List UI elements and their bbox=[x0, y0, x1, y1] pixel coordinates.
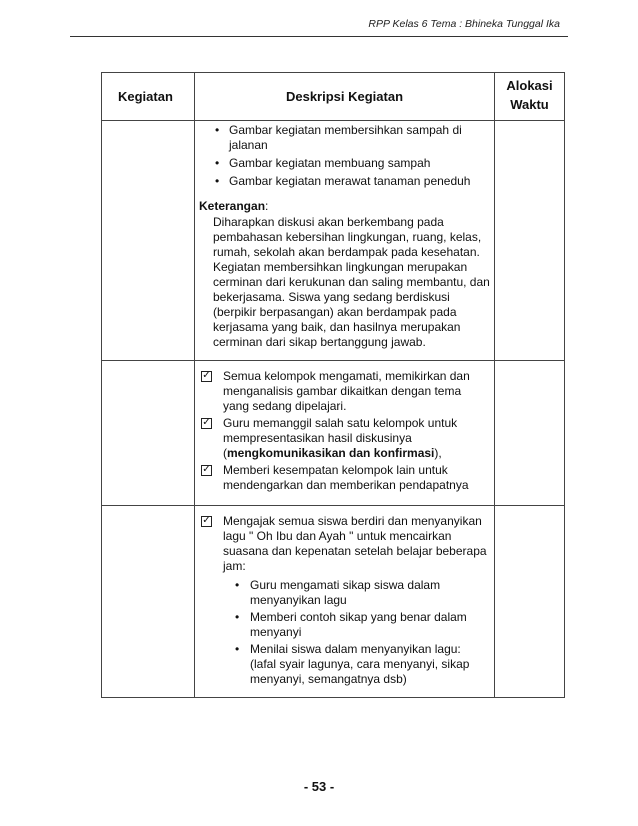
header-alokasi-line2: Waktu bbox=[510, 97, 549, 112]
deskripsi-cell bbox=[195, 361, 495, 506]
table-row bbox=[102, 361, 565, 506]
table-row bbox=[102, 506, 565, 698]
checklist-item: ✓ Mengajak semua siswa berdiri dan menyanyikan lagu " Oh Ibu dan Ayah " untuk mencairkan suasana dan kepenatan setelah belajar beberapa jam: • Guru mengamati sikap siswa dalam menyanyikan lagu • Memberi contoh sikap yang benar dalam menyanyi • Menilai siswa dalam menyanyikan lagu: (lafal syair lagunya, cara menyanyi, sikap menyanyi, semangatnya dsb) bbox=[199, 514, 490, 687]
picture-list bbox=[199, 123, 490, 189]
list-item: • Gambar kegiatan membuang sampah bbox=[199, 156, 490, 171]
checkbox-checked-icon: ✓ bbox=[202, 515, 211, 526]
list-item: • Gambar kegiatan membersihkan sampah di jalanan bbox=[199, 123, 490, 153]
list-item: • Guru mengamati sikap siswa dalam menyanyikan lagu bbox=[223, 578, 490, 608]
header-alokasi-line1: Alokasi bbox=[506, 78, 553, 93]
checklist-item: ✓ Semua kelompok mengamati, memikirkan dan menganalisis gambar dikaitkan dengan tema yang sedang dipelajari. bbox=[202, 369, 470, 413]
header-rule bbox=[70, 36, 568, 37]
list-item: • Menilai siswa dalam menyanyikan lagu: (lafal syair lagunya, cara menyanyi, sikap menyanyi, semangatnya dsb) bbox=[223, 642, 490, 687]
keterangan-label: Keterangan: bbox=[199, 199, 269, 213]
alokasi-cell bbox=[495, 361, 565, 506]
checklist-item: ✓ Guru memanggil salah satu kelompok untuk mempresentasikan hasil diskusinya (mengkomunikasikan dan konfirmasi), bbox=[202, 416, 458, 460]
lesson-activity-table bbox=[101, 72, 565, 698]
list-item: • Memberi contoh sikap yang benar dalam menyanyi bbox=[223, 610, 490, 640]
running-header: RPP Kelas 6 Tema : Bhineka Tunggal Ika bbox=[368, 18, 560, 30]
checklist-item: ✓ Memberi kesempatan kelompok lain untuk mendengarkan dan memberikan pendapatnya bbox=[202, 463, 469, 492]
header-kegiatan: Kegiatan bbox=[102, 73, 195, 121]
alokasi-cell bbox=[495, 506, 565, 698]
table-header-row bbox=[102, 73, 565, 121]
checklist bbox=[199, 369, 490, 493]
checkbox-checked-icon: ✓ bbox=[202, 464, 211, 475]
header-alokasi-waktu bbox=[495, 73, 565, 121]
checkbox-checked-icon: ✓ bbox=[202, 370, 211, 381]
alokasi-cell bbox=[495, 121, 565, 361]
kegiatan-cell bbox=[102, 361, 195, 506]
deskripsi-cell bbox=[195, 121, 495, 361]
checklist bbox=[199, 514, 490, 687]
checkbox-checked-icon: ✓ bbox=[202, 417, 211, 428]
table-row bbox=[102, 121, 565, 361]
page-number: - 53 - bbox=[303, 779, 335, 794]
list-item: • Gambar kegiatan merawat tanaman peneduh bbox=[199, 174, 490, 189]
keterangan-text: Diharapkan diskusi akan berkembang pada pembahasan kebersihan lingkungan, ruang, kelas, rumah, sekolah akan berdampak pada kesehatan. Kegiatan membersihkan lingkungan merupakan cerminan dari kerukunan dan saling membantu, dan bekerjasama. Siswa yang sedang berdiskusi (berpikir berpasangan) akan berdampak pada kerjasama yang baik, dan hasilnya merupakan cerminan dari sikap bertanggung jawab. bbox=[213, 215, 490, 349]
kegiatan-cell bbox=[102, 121, 195, 361]
deskripsi-cell bbox=[195, 506, 495, 698]
sub-list bbox=[223, 578, 490, 687]
kegiatan-cell bbox=[102, 506, 195, 698]
header-deskripsi: Deskripsi Kegiatan bbox=[195, 73, 495, 121]
